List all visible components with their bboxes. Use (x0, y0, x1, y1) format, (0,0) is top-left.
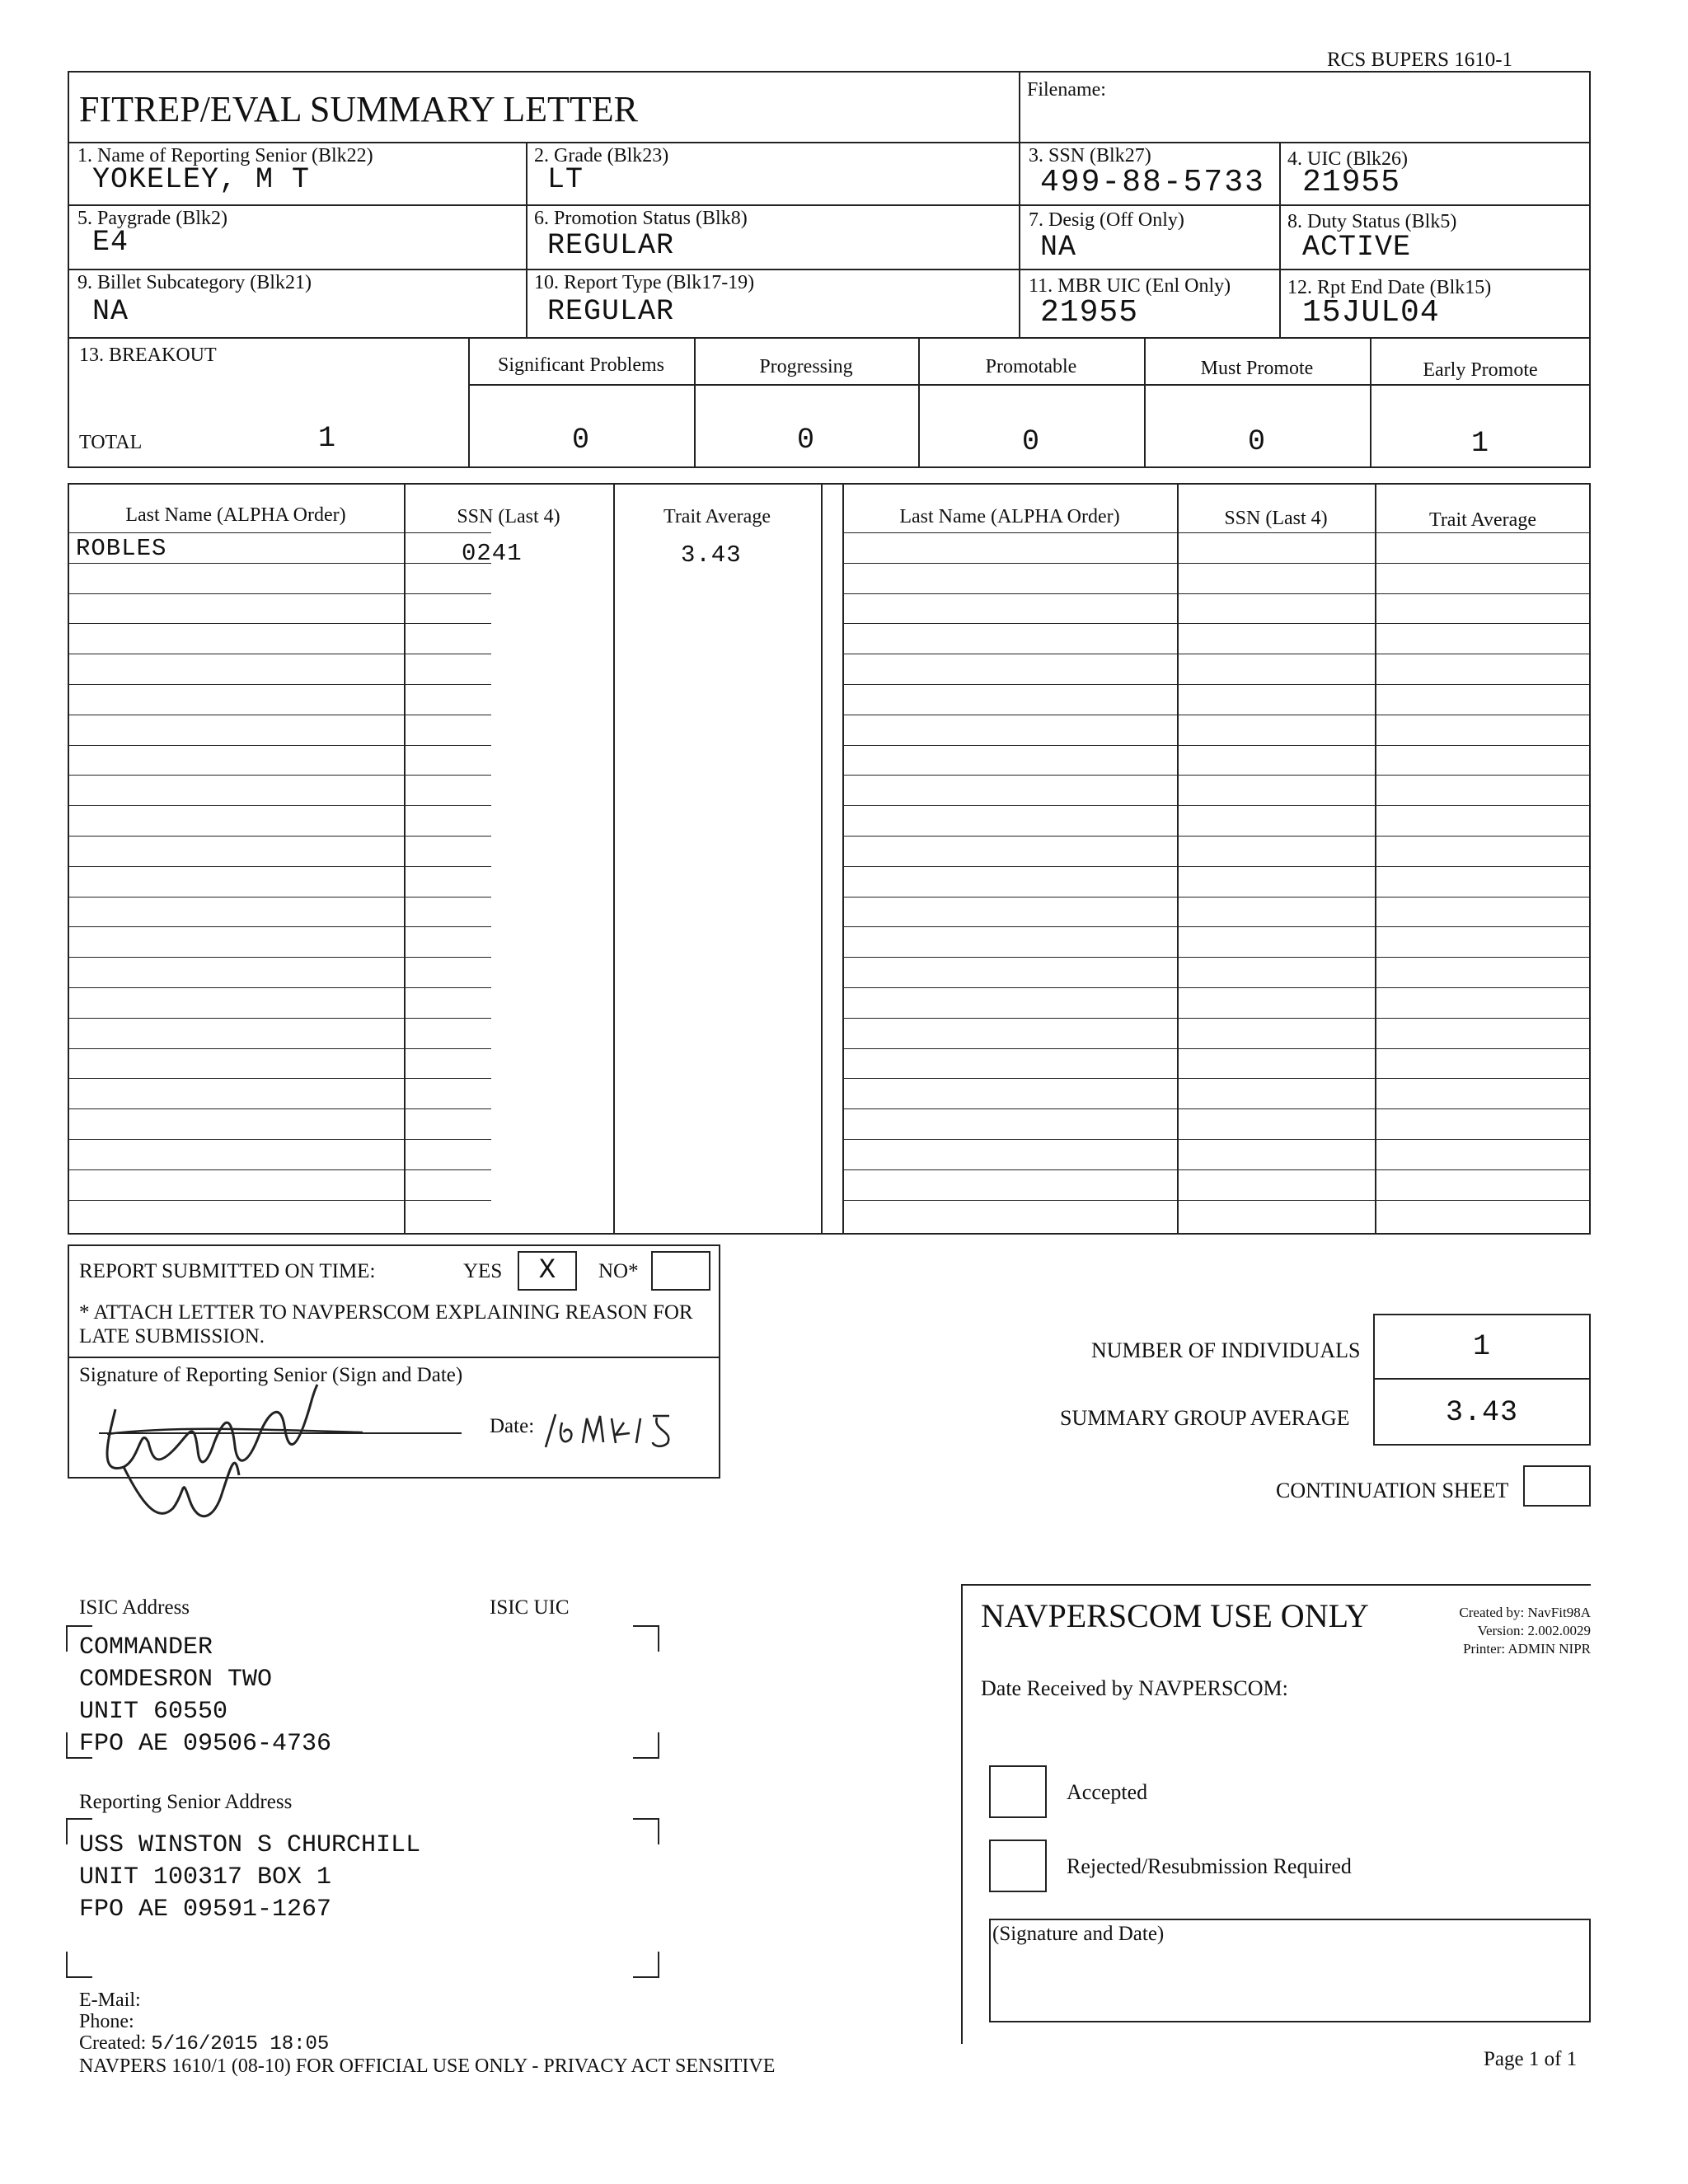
member-row-rule (68, 926, 491, 927)
breakout-val-significant-problems: 0 (571, 424, 590, 457)
mbr-uic-label: 11. MBR UIC (Enl Only) (1029, 275, 1231, 297)
member-row-rule (842, 926, 1591, 927)
breakout-col-must-promote: Must Promote (1200, 358, 1314, 379)
version: Version: 2.002.0029 (1477, 1623, 1591, 1638)
left-header-last-name: Last Name (ALPHA Order) (125, 504, 346, 526)
reporting-senior-value: YOKELEY, M T (92, 163, 311, 196)
rpt-end-date-value: 15JUL04 (1302, 295, 1440, 330)
date-label: Date: (490, 1415, 535, 1437)
member-row-rule (68, 684, 491, 685)
member-row-rule (68, 805, 491, 806)
navperscom-signature-label: (Signature and Date) (992, 1923, 1165, 1945)
mbr-uic-value: 21955 (1040, 295, 1139, 330)
left-header-trait-average: Trait Average (663, 506, 771, 527)
total-value: 1 (318, 422, 337, 455)
isic-bracket-br (633, 1732, 659, 1759)
report-type-label: 10. Report Type (Blk17-19) (534, 272, 755, 293)
on-time-label: REPORT SUBMITTED ON TIME: (79, 1260, 376, 1282)
rs-bracket-bl (66, 1952, 92, 1978)
member-row-rule (68, 623, 491, 624)
member-row-rule (68, 1169, 491, 1170)
member-row-rule (68, 1078, 491, 1079)
ssn-label: 3. SSN (Blk27) (1029, 145, 1151, 166)
rs-bracket-br (633, 1952, 659, 1978)
member-row-rule (68, 957, 491, 958)
member-row-rule (842, 623, 1591, 624)
report-type-value: REGULAR (547, 295, 675, 328)
member-row-rule (842, 1169, 1591, 1170)
member-row-rule (68, 593, 491, 594)
created-line (79, 2032, 775, 2055)
rcs-number: RCS BUPERS 1610-1 (1327, 49, 1513, 71)
isic-line-2: COMDESRON TWO (79, 1666, 273, 1694)
promotion-status-value: REGULAR (547, 229, 675, 262)
member-row-rule (68, 866, 491, 867)
filename-label: Filename: (1027, 79, 1106, 101)
email-label: E-Mail: (79, 1990, 141, 2011)
ssn-value: 499-88-5733 (1040, 165, 1265, 200)
member-row-rule (842, 532, 1591, 533)
breakout-col-progressing: Progressing (759, 356, 853, 377)
left-header-ssn: SSN (Last 4) (457, 506, 560, 527)
isic-bracket-tr (633, 1625, 659, 1652)
signature-label: Signature of Reporting Senior (Sign and Date) (79, 1364, 463, 1386)
attach-note: * ATTACH LETTER TO NAVPERSCOM EXPLAINING REASON FOR LATE SUBMISSION. (79, 1301, 693, 1347)
member-row-1-ssn: 0241 (462, 540, 523, 567)
right-header-ssn: SSN (Last 4) (1224, 508, 1328, 529)
rs-line-3: FPO AE 09591-1267 (79, 1896, 332, 1924)
member-row-rule (842, 805, 1591, 806)
rejected-label: Rejected/Resubmission Required (1067, 1854, 1352, 1878)
paygrade-label: 5. Paygrade (Blk2) (77, 208, 227, 229)
group-average-label: SUMMARY GROUP AVERAGE (1060, 1406, 1350, 1430)
member-row-rule (68, 836, 491, 837)
created-label: Created: (79, 2032, 147, 2054)
desig-label: 7. Desig (Off Only) (1029, 209, 1184, 231)
breakout-label: 13. BREAKOUT (79, 344, 217, 366)
rs-address-block (79, 1830, 420, 1926)
signature-handwritten (91, 1376, 371, 1533)
billet-subcategory-label: 9. Billet Subcategory (Blk21) (77, 272, 312, 293)
member-row-rule (68, 532, 491, 533)
member-row-rule (842, 987, 1591, 988)
breakout-col-promotable: Promotable (985, 356, 1077, 377)
group-average-value: 3.43 (1445, 1396, 1518, 1429)
individuals-label: NUMBER OF INDIVIDUALS (1091, 1338, 1361, 1362)
rs-bracket-tr (633, 1818, 659, 1844)
breakout-val-progressing: 0 (796, 424, 815, 457)
right-header-last-name: Last Name (ALPHA Order) (899, 506, 1120, 527)
breakout-col-early-promote: Early Promote (1423, 359, 1538, 381)
members-table (68, 483, 1591, 1235)
grade-value: LT (547, 163, 584, 196)
member-row-rule (842, 1018, 1591, 1019)
rs-line-2: UNIT 100317 BOX 1 (79, 1863, 332, 1891)
yes-checkbox[interactable] (518, 1251, 577, 1291)
promotion-status-label: 6. Promotion Status (Blk8) (534, 208, 748, 229)
individuals-value: 1 (1472, 1330, 1491, 1363)
member-row-rule (68, 1108, 491, 1109)
duty-status-label: 8. Duty Status (Blk5) (1287, 211, 1457, 232)
navperscom-signature-box[interactable] (989, 1919, 1591, 2022)
no-checkbox[interactable] (651, 1251, 710, 1291)
right-header-trait-average: Trait Average (1429, 509, 1536, 531)
member-row-1-trait: 3.43 (681, 541, 742, 569)
member-row-rule (68, 1018, 491, 1019)
created-by: Created by: NavFit98A (1459, 1605, 1591, 1620)
total-label: TOTAL (79, 432, 143, 453)
member-row-rule (68, 897, 491, 898)
member-row-rule (68, 1200, 491, 1201)
member-row-rule (842, 897, 1591, 898)
member-row-rule (842, 866, 1591, 867)
breakout-val-must-promote: 0 (1247, 425, 1266, 458)
isic-address-label: ISIC Address (79, 1596, 190, 1619)
breakout-col-significant-problems: Significant Problems (498, 354, 664, 376)
continuation-checkbox[interactable] (1523, 1465, 1591, 1507)
duty-status-value: ACTIVE (1302, 231, 1412, 264)
isic-line-4: FPO AE 09506-4736 (79, 1730, 332, 1758)
member-row-rule (842, 1200, 1591, 1201)
date-received-label: Date Received by NAVPERSCOM: (981, 1676, 1288, 1700)
footer-block (79, 1990, 775, 2077)
continuation-label: CONTINUATION SHEET (1276, 1479, 1509, 1502)
member-row-rule (68, 745, 491, 746)
date-handwritten (537, 1406, 686, 1455)
printer: Printer: ADMIN NIPR (1463, 1641, 1591, 1657)
grade-label: 2. Grade (Blk23) (534, 145, 669, 166)
member-row-rule (842, 1108, 1591, 1109)
member-row-rule (842, 563, 1591, 564)
navperscom-title: NAVPERSCOM USE ONLY (981, 1597, 1369, 1634)
member-row-rule (842, 1048, 1591, 1049)
member-row-rule (68, 775, 491, 776)
member-row-rule (842, 775, 1591, 776)
rejected-checkbox[interactable] (989, 1840, 1047, 1892)
breakout-val-early-promote: 1 (1470, 427, 1489, 460)
page-number: Page 1 of 1 (1484, 2048, 1578, 2070)
member-row-rule (842, 745, 1591, 746)
form-line: NAVPERS 1610/1 (08-10) FOR OFFICIAL USE ONLY - PRIVACY ACT SENSITIVE (79, 2055, 776, 2077)
form-title: FITREP/EVAL SUMMARY LETTER (79, 89, 638, 129)
member-row-rule (842, 1078, 1591, 1079)
member-row-rule (68, 1048, 491, 1049)
member-row-rule (842, 684, 1591, 685)
rs-address-label: Reporting Senior Address (79, 1791, 293, 1813)
uic-value: 21955 (1302, 165, 1401, 200)
member-row-rule (842, 593, 1591, 594)
member-row-rule (68, 987, 491, 988)
member-row-1-name: ROBLES (76, 535, 167, 562)
isic-line-1: COMMANDER (79, 1633, 213, 1661)
uic-label: 4. UIC (Blk26) (1287, 148, 1408, 170)
navfit-info (1434, 1604, 1591, 1658)
paygrade-value: E4 (92, 226, 129, 259)
rs-line-1: USS WINSTON S CHURCHILL (79, 1831, 421, 1859)
reporting-senior-label: 1. Name of Reporting Senior (Blk22) (77, 145, 373, 166)
member-row-rule (842, 836, 1591, 837)
phone-label: Phone: (79, 2011, 134, 2032)
member-row-rule (68, 1139, 491, 1140)
desig-value: NA (1040, 231, 1077, 264)
no-label: NO* (598, 1260, 639, 1282)
isic-uic-label: ISIC UIC (490, 1596, 570, 1619)
isic-line-3: UNIT 60550 (79, 1698, 228, 1726)
breakout-val-promotable: 0 (1021, 425, 1040, 458)
rpt-end-date-label: 12. Rpt End Date (Blk15) (1287, 277, 1492, 298)
yes-mark: X (538, 1255, 556, 1286)
accepted-label: Accepted (1067, 1780, 1148, 1804)
member-row-rule (842, 957, 1591, 958)
created-value: 5/16/2015 18:05 (151, 2033, 330, 2055)
member-row-rule (842, 1139, 1591, 1140)
billet-subcategory-value: NA (92, 295, 129, 328)
accepted-checkbox[interactable] (989, 1765, 1047, 1818)
yes-label: YES (463, 1260, 503, 1282)
isic-address-block (79, 1632, 331, 1760)
